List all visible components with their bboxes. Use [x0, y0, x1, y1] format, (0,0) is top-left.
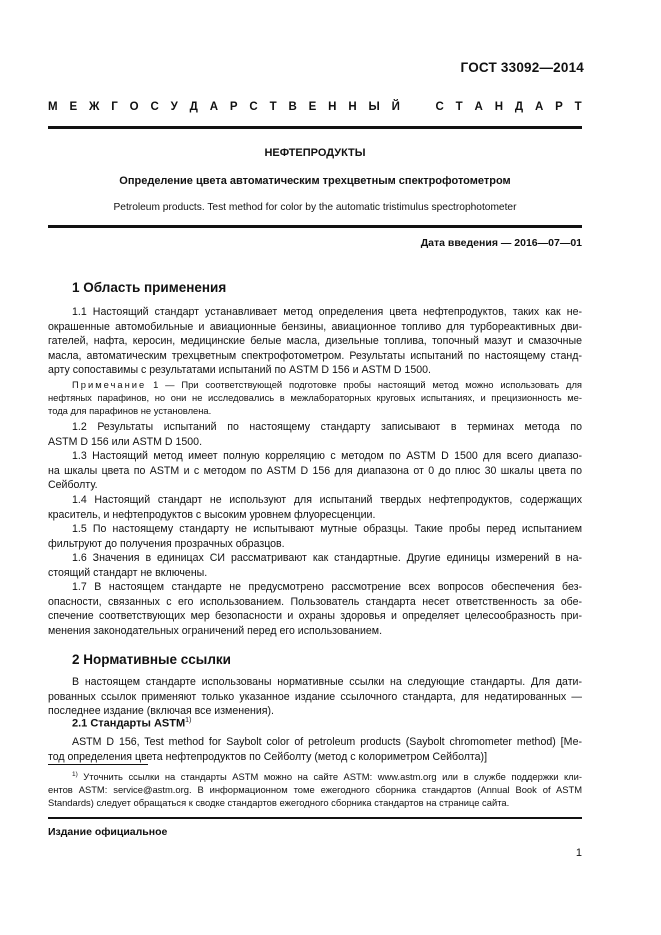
document-title-english: Petroleum products. Test method for color by the automatic tristimulus spectrophotometer: [113, 202, 517, 213]
banner-letter: Т: [574, 101, 582, 113]
note-1: Примечание 1 — При соответствующей подготовке пробы настоящий метод можно использовать для нефтяных парафинов, но они не исследовались в межлабораторных круговых испытаниях, и прецизионность ме- тода для парафинов не установлена.: [48, 379, 582, 416]
banner-letter: Ж: [88, 101, 100, 113]
footnote-rule: [48, 764, 148, 765]
header-rule-bottom: [48, 225, 582, 228]
banner-letter: Н: [494, 101, 504, 113]
banner-letter: Н: [328, 101, 337, 113]
date-of-introduction: Дата введения — 2016—07—01: [420, 237, 582, 249]
banner-letter: Р: [229, 101, 238, 113]
banner-letter: С: [249, 101, 258, 113]
section-2-heading: 2 Нормативные ссылки: [72, 652, 231, 667]
banner-letter: Р: [555, 101, 563, 113]
paragraph-1-4: 1.4 Настоящий стандарт не используют для испытаний твердых нефтепродуктов, содержащих краситель, и нефтепродуктов с высоким уровнем флуоресценции.: [48, 494, 582, 521]
banner-letter: Г: [111, 101, 118, 113]
banner-letter: Й: [391, 101, 400, 113]
gost-number: ГОСТ 33092—2014: [460, 60, 584, 75]
header-rule-top: [48, 126, 582, 129]
section-1-heading: 1 Область применения: [72, 280, 227, 295]
banner-letter: О: [129, 101, 139, 113]
note-label: Примечание: [72, 379, 147, 390]
banner-letter: А: [534, 101, 544, 113]
banner-letter: М: [48, 101, 58, 113]
footnote-ref: 1): [185, 717, 192, 724]
document-title: НЕФТЕПРОДУКТЫ: [264, 147, 366, 159]
footer-rule: [48, 817, 582, 819]
banner-letter: В: [288, 101, 297, 113]
paragraph-1-5: 1.5 По настоящему стандарту не испытывают мутные образцы. Такие пробы перед испытанием фильтруют до получения прозрачных образцов.: [48, 523, 582, 550]
banner-letter: Т: [455, 101, 463, 113]
banner-letter: С: [150, 101, 159, 113]
banner-letter: А: [209, 101, 219, 113]
paragraph-2-intro: В настоящем стандарте использованы нормативные ссылки на следующие стандарты. Для дати- рованных ссылок применяют только указанное издание ссылочного стандарта, для недатированных — последнее издание (включая все изменения).: [48, 676, 582, 718]
banner-letter: Е: [308, 101, 317, 113]
banner-letter: Н: [348, 101, 357, 113]
paragraph-1-6: 1.6 Значения в единицах СИ рассматривают как стандартные. Другие единицы измерений в на- стоящий стандарт не включены.: [48, 552, 582, 579]
paragraph-1-3: 1.3 Настоящий метод имеет полную корреляцию с методом по ASTM D 1500 для всего диапазо- на шкалы цвета по ASTM и с методом по ASTM D 156 для диапазона от 0 до плюс 30 шкалы цвета по Сейболту.: [48, 450, 582, 492]
banner-letter: Д: [189, 101, 198, 113]
banner-letter: С: [435, 101, 444, 113]
document-subtitle: Определение цвета автоматическим трехцветным спектрофотометром: [119, 175, 511, 187]
official-edition-label: Издание официальное: [48, 826, 168, 838]
banner-letter: У: [170, 101, 178, 113]
banner-letter: Д: [514, 101, 524, 113]
banner-letter: Е: [69, 101, 78, 113]
paragraph-1-2: 1.2 Результаты испытаний по настоящему стандарту записывают в терминах метода по ASTM D 156 или ASTM D 1500.: [48, 421, 582, 448]
interstate-standard-banner: [48, 101, 582, 113]
paragraph-1-1: 1.1 Настоящий стандарт устанавливает метод определения цвета нефтепродуктов, таких как не- окрашенные автомобильные и авиационные бензины, авиационное топливо для турбореактивных дви- гателей, нафта, керосин, медицинские белые масла, дизельные топлива, топочный мазут и смазочные масла, автоматическим трехцветным спектрофотометром. Результаты испытаний по настоящему станд- арту сопоставимы с результатами испытаний по ASTM D 156 и ASTM D 1500.: [48, 306, 582, 377]
banner-letter: Т: [269, 101, 277, 113]
footnote-marker: 1): [72, 771, 78, 778]
paragraph-1-7: 1.7 В настоящем стандарте не предусмотрено рассмотрение всех вопросов обеспечения без- опасности, связанных с его использованием. Пользователь стандарта несет ответственность за обе- спечение соответствующих мер безопасности и охраны здоровья и определяет целесообразность при- менения законодательных ограничений перед его использованием.: [48, 581, 582, 637]
astm-d156-reference: ASTM D 156, Test method for Saybolt color of petroleum products (Saybolt chromometer method) [Ме- тод определения цвета нефтепродуктов по Сейболту (метод с колориметром Сейболта)]: [48, 736, 582, 763]
footnote: $^{1)}$ Уточнить ссылки на стандарты ASTM можно на сайте ASTM: www.astm.org или в службе поддержки кли- ентов ASTM: service@astm.org. В информационном томе ежегодного сборника стандартов (Annual Book of ASTM Standards) следует обращаться к сводке стандартов ежегодного сборника стандартов на странице сайта.: [48, 771, 582, 809]
subsection-2-1-heading: 2.1 Стандарты ASTM$^{1)}$: [72, 717, 192, 730]
banner-letter: А: [474, 101, 483, 113]
page-number: 1: [575, 847, 582, 859]
banner-letter: Ы: [368, 101, 380, 113]
